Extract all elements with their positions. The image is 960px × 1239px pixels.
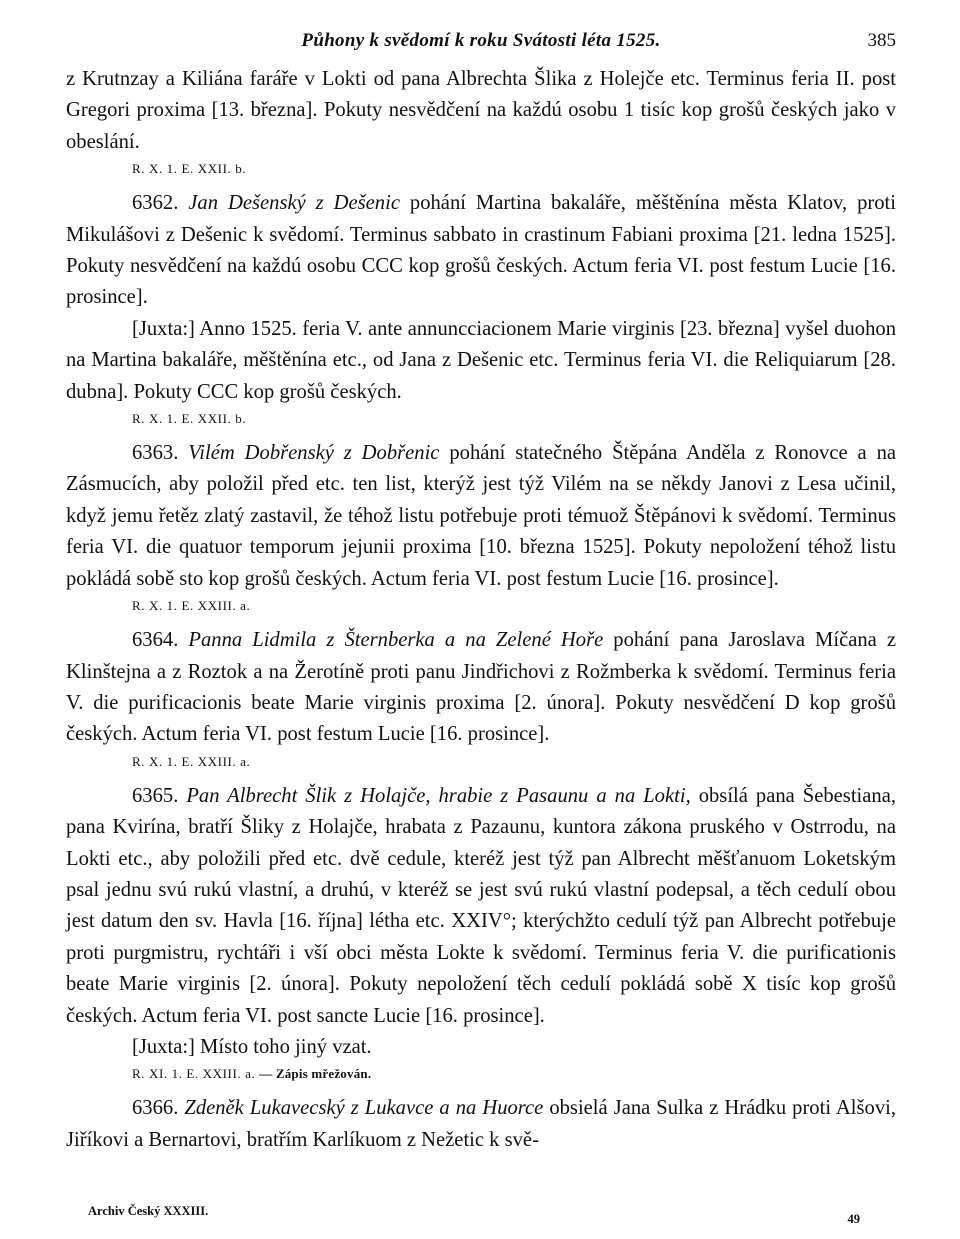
entry-6364 bbox=[66, 625, 896, 751]
intro-reference: R. X. 1. E. XXII. b. bbox=[132, 161, 247, 177]
entry-name: Jan Dešenský z Dešenic bbox=[188, 192, 400, 215]
page-number: 385 bbox=[867, 30, 896, 51]
signature-mark: 49 bbox=[847, 1212, 860, 1226]
entry-name: Vilém Dobřenský z Dobřenic bbox=[188, 442, 440, 465]
intro-paragraph: z Krutnzay a Kiliána faráře v Lokti od pana Albrechta Šlika z Holejče etc. Terminus feria II. post Gregori proxima [13. března]. Pokuty nesvědčení na každú osobu 1 tisíc kop grošů českých jako v obeslání. bbox=[66, 68, 896, 153]
entry-6363-reference: R. X. 1. E. XXIII. a. bbox=[132, 598, 251, 614]
entry-6365-reference bbox=[132, 1065, 896, 1082]
entry-6362-continuation: [Juxta:] Anno 1525. feria V. ante annuncciacionem Marie virginis [23. března] vyšel duohon na Martina bakaláře, měštěnína etc., od Jana z Dešenic etc. Terminus feria VI. die Reliquiarum [28. dubna]. Pokuty CCC kop grošů českých. bbox=[66, 317, 896, 403]
entry-text: obsielá Jana Sulka z Hrádku proti Alšovi, Jiříkovi a Bernartovi, bratřím Karlíkuom z Nežetic k svě- bbox=[66, 1097, 896, 1151]
running-title: Půhony k svědomí k roku Svátosti léta 1525. bbox=[301, 30, 661, 51]
entry-number: 6365. bbox=[132, 784, 179, 807]
entry-text: obsílá pana Šebestiana, pana Kvirína, bratří Šliky z Holajče, hrabata z Pazaunu, kuntora zákona pruského v Ostrrodu, na Lokti etc., aby položili před etc. dvě cedule, kteréž jest týž pan Albrecht měšťanuom Loketským psal jednu svú rukú vlastní, a druhú, v kteréž se jest svú rukú vlastní podepsal, a těch cedulí obou jest datum den sv. Havla [16. října] létha etc. XXIV°; kterýchžto cedulí týž pan Albrecht potřebuje proti purgmistru, rychtáři i vší obci města Lokte k svědomí. Terminus feria V. die purificationis beate Marie virginis [2. února]. Pokuty nepoložení těch cedulí pokládá sobě X tisíc kop grošů českých. Actum feria VI. post sancte Lucie [16. prosince]. bbox=[66, 784, 896, 1027]
entry-text: pohání pana Jaroslava Míčana z Klinštejna a z Roztok a na Žerotíně proti panu Jindřichovi z Rožmberka k svědomí. Terminus feria V. die purificacionis beate Marie virginis proxima [2. února]. Pokuty nesvědčení D kop grošů českých. Actum feria VI. post festum Lucie [16. prosince]. bbox=[66, 629, 897, 746]
entry-6365-continuation: [Juxta:] Místo toho jiný vzat. bbox=[132, 1035, 372, 1058]
entry-6362 bbox=[66, 188, 896, 314]
page-header bbox=[66, 30, 896, 64]
entry-text: pohání statečného Štěpána Anděla z Ronovce a na Zásmucích, aby položil před etc. ten list, kterýž jest týž Vilém na se někdy Janovi z Lesa učinil, když jemu řetěz zlatý zastavil, že téhož listu potřebuje proti témuož Štěpánovi k svědomí. Terminus feria VI. die quatuor temporum jejunii proxima [10. března 1525]. Pokuty nepoložení téhož listu pokládá sobě sto kop grošů českých. Actum feria VI. post festum Lucie [16. prosince]. bbox=[66, 442, 897, 590]
entry-name: Panna Lidmila z Šternberka a na Zelené Hoře bbox=[188, 629, 604, 652]
entry-6364-reference: R. X. 1. E. XXIII. a. bbox=[132, 753, 251, 769]
reference-code: R. XI. 1. E. XXIII. a. bbox=[132, 1066, 256, 1082]
entry-6362-reference: R. X. 1. E. XXII. b. bbox=[132, 411, 247, 427]
document-page bbox=[66, 30, 896, 1230]
reference-note: — Zápis mřežován. bbox=[259, 1066, 372, 1082]
entry-6366 bbox=[66, 1093, 896, 1156]
entry-6363 bbox=[66, 438, 896, 595]
entry-number: 6362. bbox=[132, 192, 179, 215]
entry-name: Pan Albrecht Šlik z Holajče, hrabie z Pasaunu a na Lokti, bbox=[186, 784, 691, 807]
entry-number: 6366. bbox=[132, 1097, 179, 1120]
archive-label: Archiv Český XXXIII. bbox=[88, 1204, 209, 1218]
page-footer bbox=[88, 1172, 860, 1226]
entry-6365 bbox=[66, 781, 896, 1032]
entry-name: Zdeněk Lukavecský z Lukavce a na Huorce bbox=[184, 1097, 544, 1120]
entry-text: pohání Martina bakaláře, měštěnína města Klatov, proti Mikulášovi z Dešenic k svědomí. Terminus sabbato in crastinum Fabiani proxima [21. ledna 1525]. Pokuty nesvědčení na každú osobu CCC kop grošů českých. Actum feria VI. post festum Lucie [16. prosince]. bbox=[66, 192, 896, 309]
entry-number: 6363. bbox=[132, 442, 179, 465]
entry-number: 6364. bbox=[132, 629, 179, 652]
